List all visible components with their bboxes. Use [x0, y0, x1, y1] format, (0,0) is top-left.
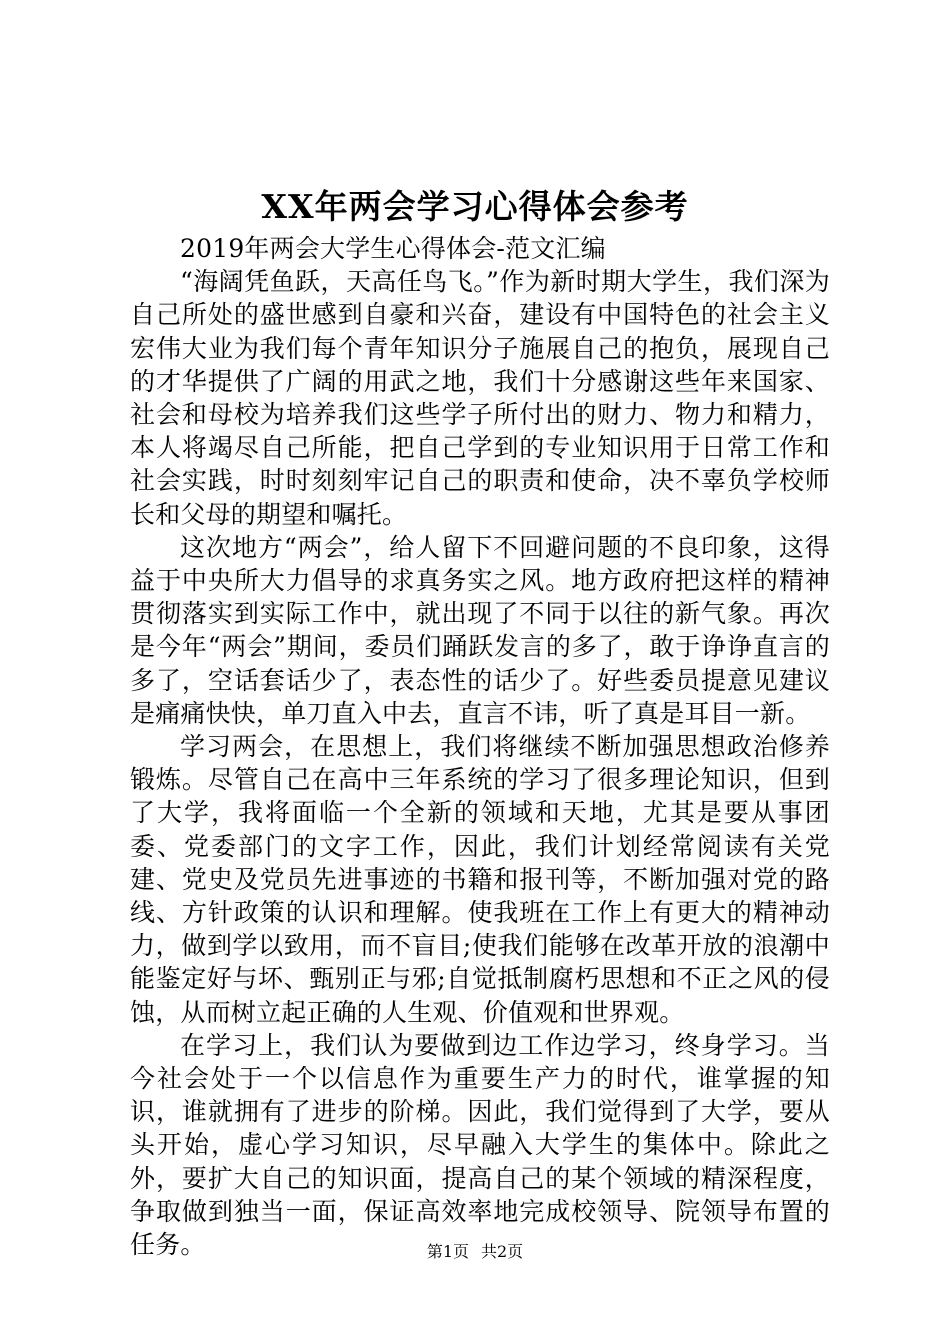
paragraph-subtitle: 2019年两会大学生心得体会-范文汇编 [180, 234, 606, 263]
paragraph: 这次地方“两会”，给人留下不回避问题的不良印象，这得益于中央所大力倡导的求真务实之风。地方政府把这样的精神贯彻落实到实际工作中，就出现了不同于以往的新气象。再次是今年“两会”期间，委员们踊跃发言的多了，敢于诤诤直言的多了，空话套话少了，表态性的话少了。好些委员提意见建议是痛痛快快，单刀直入中去，直言不讳，听了真是耳目一新。 [130, 532, 830, 728]
page-footer [0, 1240, 950, 1264]
page-number: 第1页 [426, 1242, 469, 1261]
paragraph: 在学习上，我们认为要做到边工作边学习，终身学习。当今社会处于一个以信息作为重要生产力的时代，谁掌握的知识，谁就拥有了进步的阶梯。因此，我们觉得到了大学，要从头开始，虚心学习知识，尽早融入大学生的集体中。除此之外，要扩大自己的知识面，提高自己的某个领域的精深程度，争取做到独当一面，保证高效率地完成校领导、院领导布置的任务。 [130, 1030, 830, 1260]
page-total: 共2页 [481, 1242, 524, 1261]
paragraph: “海阔凭鱼跃，天高任鸟飞。”作为新时期大学生，我们深为自己所处的盛世感到自豪和兴奋，建设有中国特色的社会主义宏伟大业为我们每个青年知识分子施展自己的抱负，展现自己的才华提供了广阔的用武之地，我们十分感谢这些年来国家、社会和母校为培养我们这些学子所付出的财力、物力和精力，本人将竭尽自己所能，把自己学到的专业知识用于日常工作和社会实践，时时刻刻牢记自己的职责和使命，决不辜负学校师长和父母的期望和嘱托。 [130, 267, 830, 529]
document-body [130, 232, 830, 1261]
document-title: XX年两会学习心得体会参考 [261, 187, 689, 226]
paragraph: 学习两会，在思想上，我们将继续不断加强思想政治修养锻炼。尽管自己在高中三年系统的学习了很多理论知识，但到了大学，我将面临一个全新的领域和天地，尤其是要从事团委、党委部门的文字工作，因此，我们计划经常阅读有关党建、党史及党员先进事迹的书籍和报刊等，不断加强对党的路线、方针政策的认识和理解。使我班在工作上有更大的精神动力，做到学以致用，而不盲目;使我们能够在改革开放的浪潮中能鉴定好与坏、甄别正与邪;自觉抵制腐朽思想和不正之风的侵蚀，从而树立起正确的人生观、价值观和世界观。 [130, 732, 830, 1027]
